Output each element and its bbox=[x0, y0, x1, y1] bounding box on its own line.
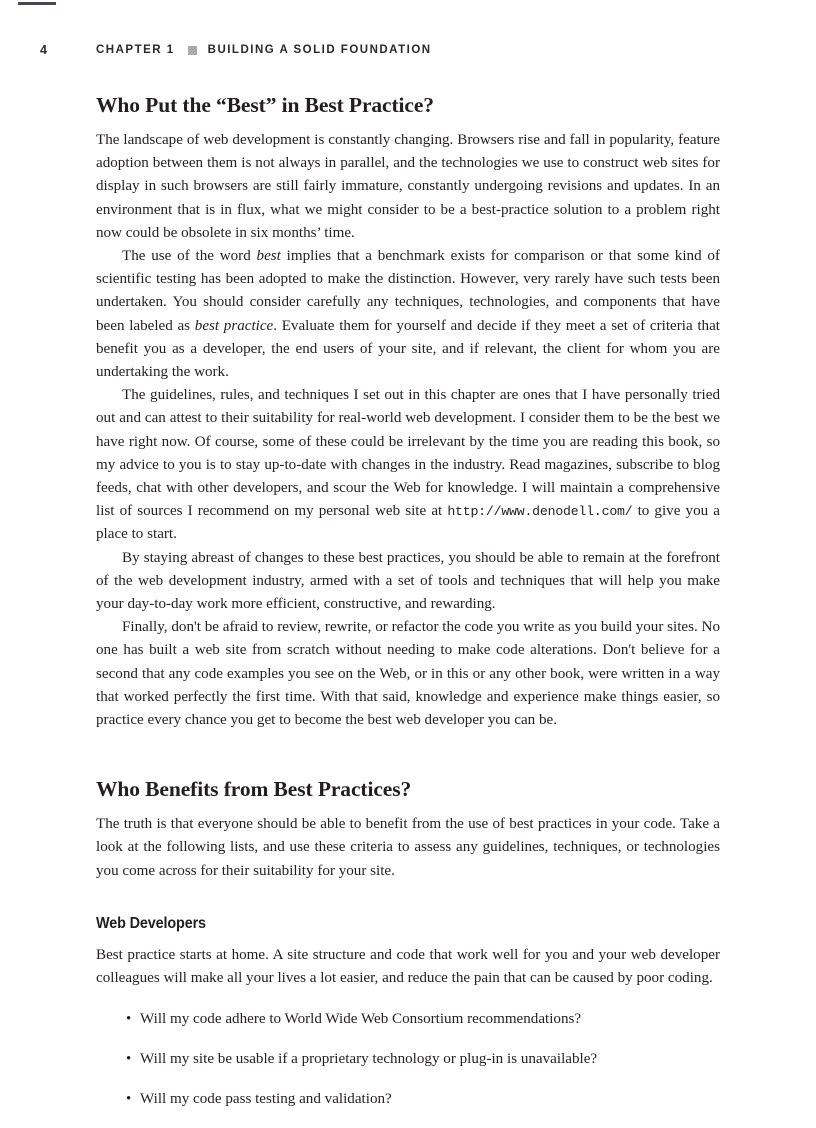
section-heading-best-practice: Who Put the “Best” in Best Practice? bbox=[96, 93, 434, 117]
page-edge-mark bbox=[18, 2, 56, 5]
section-heading-who-benefits: Who Benefits from Best Practices? bbox=[96, 777, 412, 802]
paragraph-landscape: The landscape of web development is constantly changing. Browsers rise and fall in popularity, feature adoption between them is not always in parallel, and the technologies we use to construct web sites for display in such browsers are still fairly immature, constantly undergoing revisions and updates. In an environment that is in flux, what we might consider to be a best-practice solution to a problem right now could be obsolete in six months’ time. bbox=[96, 132, 720, 241]
paragraph-finally: Finally, don't be afraid to review, rewrite, or refactor the code you write as you build your sites. No one has built a web site from scratch without needing to make code alterations. Don't believe for a second that any code examples you see on the Web, or in this or any other book, were written in a way that worked perfectly the first time. With that said, knowledge and experience make things easier, so practice every chance you get to become the best web developer you can be. bbox=[96, 619, 720, 729]
bullet-icon: • bbox=[126, 1011, 132, 1028]
text-column bbox=[96, 92, 720, 1128]
paragraph-word-best-part-a: The use of the word bbox=[122, 248, 257, 265]
paragraph-guidelines-part-b: to give you a place to start. bbox=[96, 503, 720, 543]
web-developers-checklist bbox=[96, 1008, 720, 1111]
paragraph-guidelines bbox=[96, 384, 720, 546]
list-item bbox=[96, 1048, 720, 1071]
paragraph-staying-abreast: By staying abreast of changes to these best practices, you should be able to remain at the forefront of the web development industry, armed with a set of tools and techniques that will help you make your day-to-day work more efficient, constructive, and rewarding. bbox=[96, 549, 720, 613]
running-head bbox=[40, 41, 740, 59]
list-item-label: Will my site be usable if a proprietary technology or plug-in is unavailable? bbox=[140, 1051, 598, 1068]
bullet-icon: • bbox=[126, 1091, 132, 1108]
subheading-web-developers: Web Developers bbox=[96, 914, 206, 932]
list-item-label: Will my code adhere to World Wide Web Consortium recommendations? bbox=[140, 1011, 582, 1028]
paragraph-word-best bbox=[96, 245, 720, 384]
bullet-icon: • bbox=[126, 1051, 132, 1068]
paragraph-word-best-part-b: implies that a benchmark exists for comparison or that some kind of scientific testing has been adopted to make the distinction. However, very rarely have such tests been undertaken. You should consider carefully any techniques, technologies, and components that have been labeled as bbox=[96, 248, 720, 334]
emphasis-best-practice: best practice bbox=[194, 317, 274, 334]
page-number: 4 bbox=[40, 43, 47, 57]
dotted-square-icon bbox=[188, 46, 197, 55]
paragraph-best-practice-home: Best practice starts at home. A site structure and code that work well for you and your web developer colleagues will make all your lives a lot easier, and reduce the pain that can be caused by poor coding. bbox=[96, 946, 720, 987]
paragraph-guidelines-part-a: The guidelines, rules, and techniques I set out in this chapter are ones that I have personally tried out and can attest to their suitability for real-world web development. I consider them to be the best we have right now. Of course, some of these could be irrelevant by the time you are reading this book, so my advice to you is to stay up-to-date with changes in the industry. Read magazines, subscribe to blog feeds, chat with other developers, and scour the Web for knowledge. I will maintain a comprehensive list of sources I recommend on my personal web site at bbox=[96, 387, 720, 520]
list-item-label: Will my code pass testing and validation? bbox=[140, 1091, 392, 1108]
running-head-chapter: CHAPTER 1 bbox=[96, 44, 175, 56]
paragraph-word-best-part-c: . Evaluate them for yourself and decide if they meet a set of criteria that benefit you as a developer, the end users of your site, and if relevant, the client for whom you are undertaking the work. bbox=[96, 317, 720, 381]
paragraph-truth: The truth is that everyone should be able to benefit from the use of best practices in your code. Take a look at the following lists, and use these criteria to assess any guidelines, techniques, or technologies you come across for their suitability for your site. bbox=[96, 816, 720, 879]
emphasis-best: best bbox=[256, 248, 281, 265]
list-item bbox=[96, 1008, 720, 1031]
list-item bbox=[96, 1088, 720, 1111]
personal-web-site-url[interactable]: http://www.denodell.com/ bbox=[447, 504, 633, 520]
running-head-title: BUILDING A SOLID FOUNDATION bbox=[207, 44, 432, 56]
